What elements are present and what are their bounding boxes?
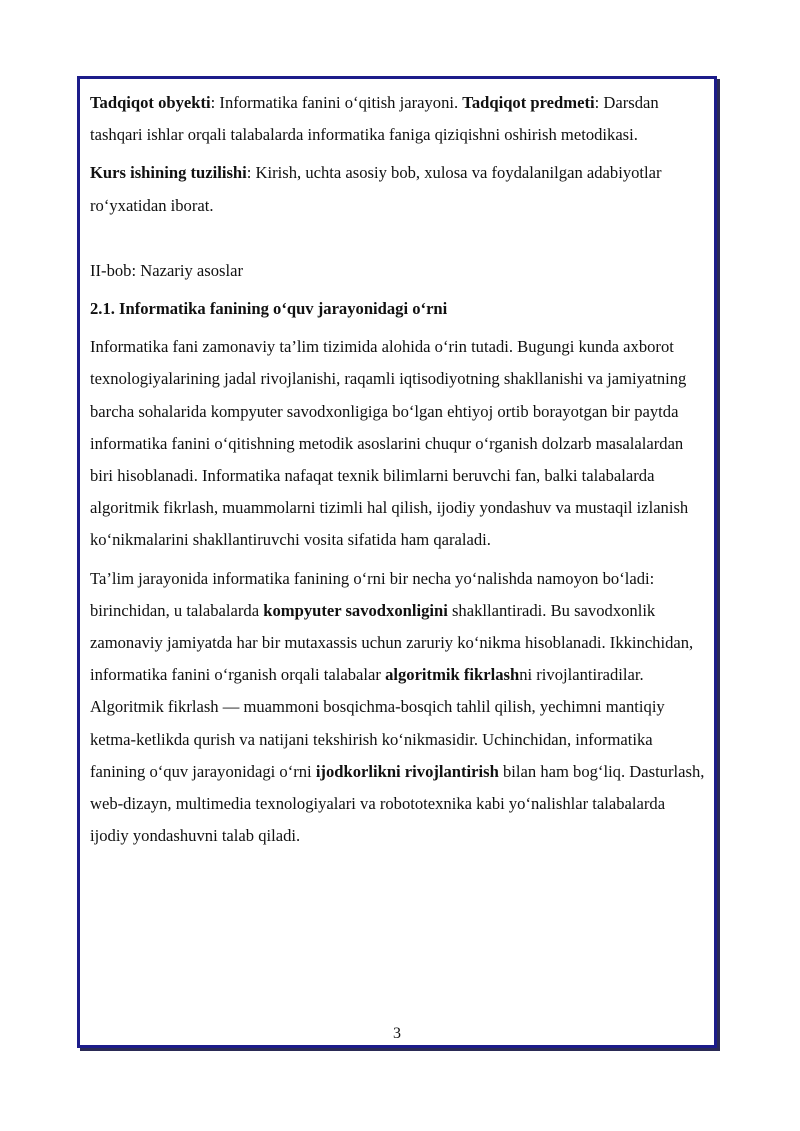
research-object-paragraph — [90, 87, 706, 151]
section-heading — [90, 293, 706, 325]
page-content — [90, 87, 706, 858]
research-subject-text: : Darsdan tashqari ishlar orqali talabalarda informatika faniga qiziqishni oshirish metodikasi. — [90, 93, 659, 145]
chapter-title: II-bob: Nazariy asoslar — [90, 260, 243, 280]
bold-term-computer-literacy: kompyuter savodxonligini — [263, 600, 448, 620]
body-paragraph-1: Informatika fani zamonaviy ta’lim tizimida alohida o‘rin tutadi. Bugungi kunda axborot texnologiyalarining jadal rivojlanishi, raqamli iqtisodiyotning shakllanishi va jamiyatning barcha sohalarida kompyuter savodxonligiga bo‘lgan ehtiyoj ortib borayotgan bir paytda informatika fanini o‘qitishning metodik asoslarini chuqur o‘rganish dolzarb masalalardan biri hisoblanadi. Informatika nafaqat texnik bilimlarni beruvchi fan, balki talabalarda algoritmik fikrlash, muammolarni tizimli hal qilish, ijodiy yondashuv va mustaqil izlanish ko‘nikmalarini shakllantiruvchi vosita sifatida ham qaraladi. — [90, 337, 689, 550]
bold-term-algorithmic-thinking: algoritmik fikrlash — [385, 665, 520, 685]
body-text-segment: Ta’lim jarayonida informatika fanining o‘rni bir necha yo‘nalishda namoyon bo‘ladi: birinchidan, u talabalarda — [90, 568, 655, 620]
body-text-segment: ni rivojlantiradilar. Algoritmik fikrlash — muammoni bosqichma-bosqich tahlil qilish, yechimni mantiqiy ketma-ketlikda qurish va natijani tekshirish ko‘nikmasidir. Uchinchidan, informatika fanining o‘quv jarayonidagi o‘rni — [90, 665, 665, 781]
body-text-segment: shakllantiradi. Bu savodxonlik zamonaviy jamiyatda har bir mutaxassis uchun zaruriy ko‘nikma hisoblanadi. Ikkinchidan, informatika fanini o‘rganish orqali talabalar — [90, 600, 694, 685]
spacer — [90, 228, 706, 255]
section-heading-text: 2.1. Informatika fanining o‘quv jarayonidagi o‘rni — [90, 299, 448, 319]
page-frame — [77, 76, 717, 1048]
research-subject-label: Tadqiqot predmeti — [462, 93, 595, 112]
course-structure-text: : Kirish, uchta asosiy bob, xulosa va foydalanilgan adabiyotlar ro‘yxatidan iborat. — [90, 163, 662, 215]
bold-term-creativity: ijodkorlikni rivojlantirish — [315, 761, 499, 781]
body-text-segment: bilan ham bog‘liq. Dasturlash, web-dizayn, multimedia texnologiyalari va robototexnika kabi yo‘nalishlar talabalarda ijodiy yondashuvni talab qiladi. — [90, 761, 705, 846]
body-paragraph-2 — [90, 563, 706, 853]
research-object-text: : Informatika fanini o‘qitish jarayoni. — [210, 93, 463, 112]
course-structure-label: Kurs ishining tuzilishi — [90, 163, 247, 183]
page-number: 3 — [393, 1025, 401, 1042]
research-object-label: Tadqiqot obyekti — [90, 93, 211, 112]
course-structure-paragraph — [90, 157, 706, 221]
